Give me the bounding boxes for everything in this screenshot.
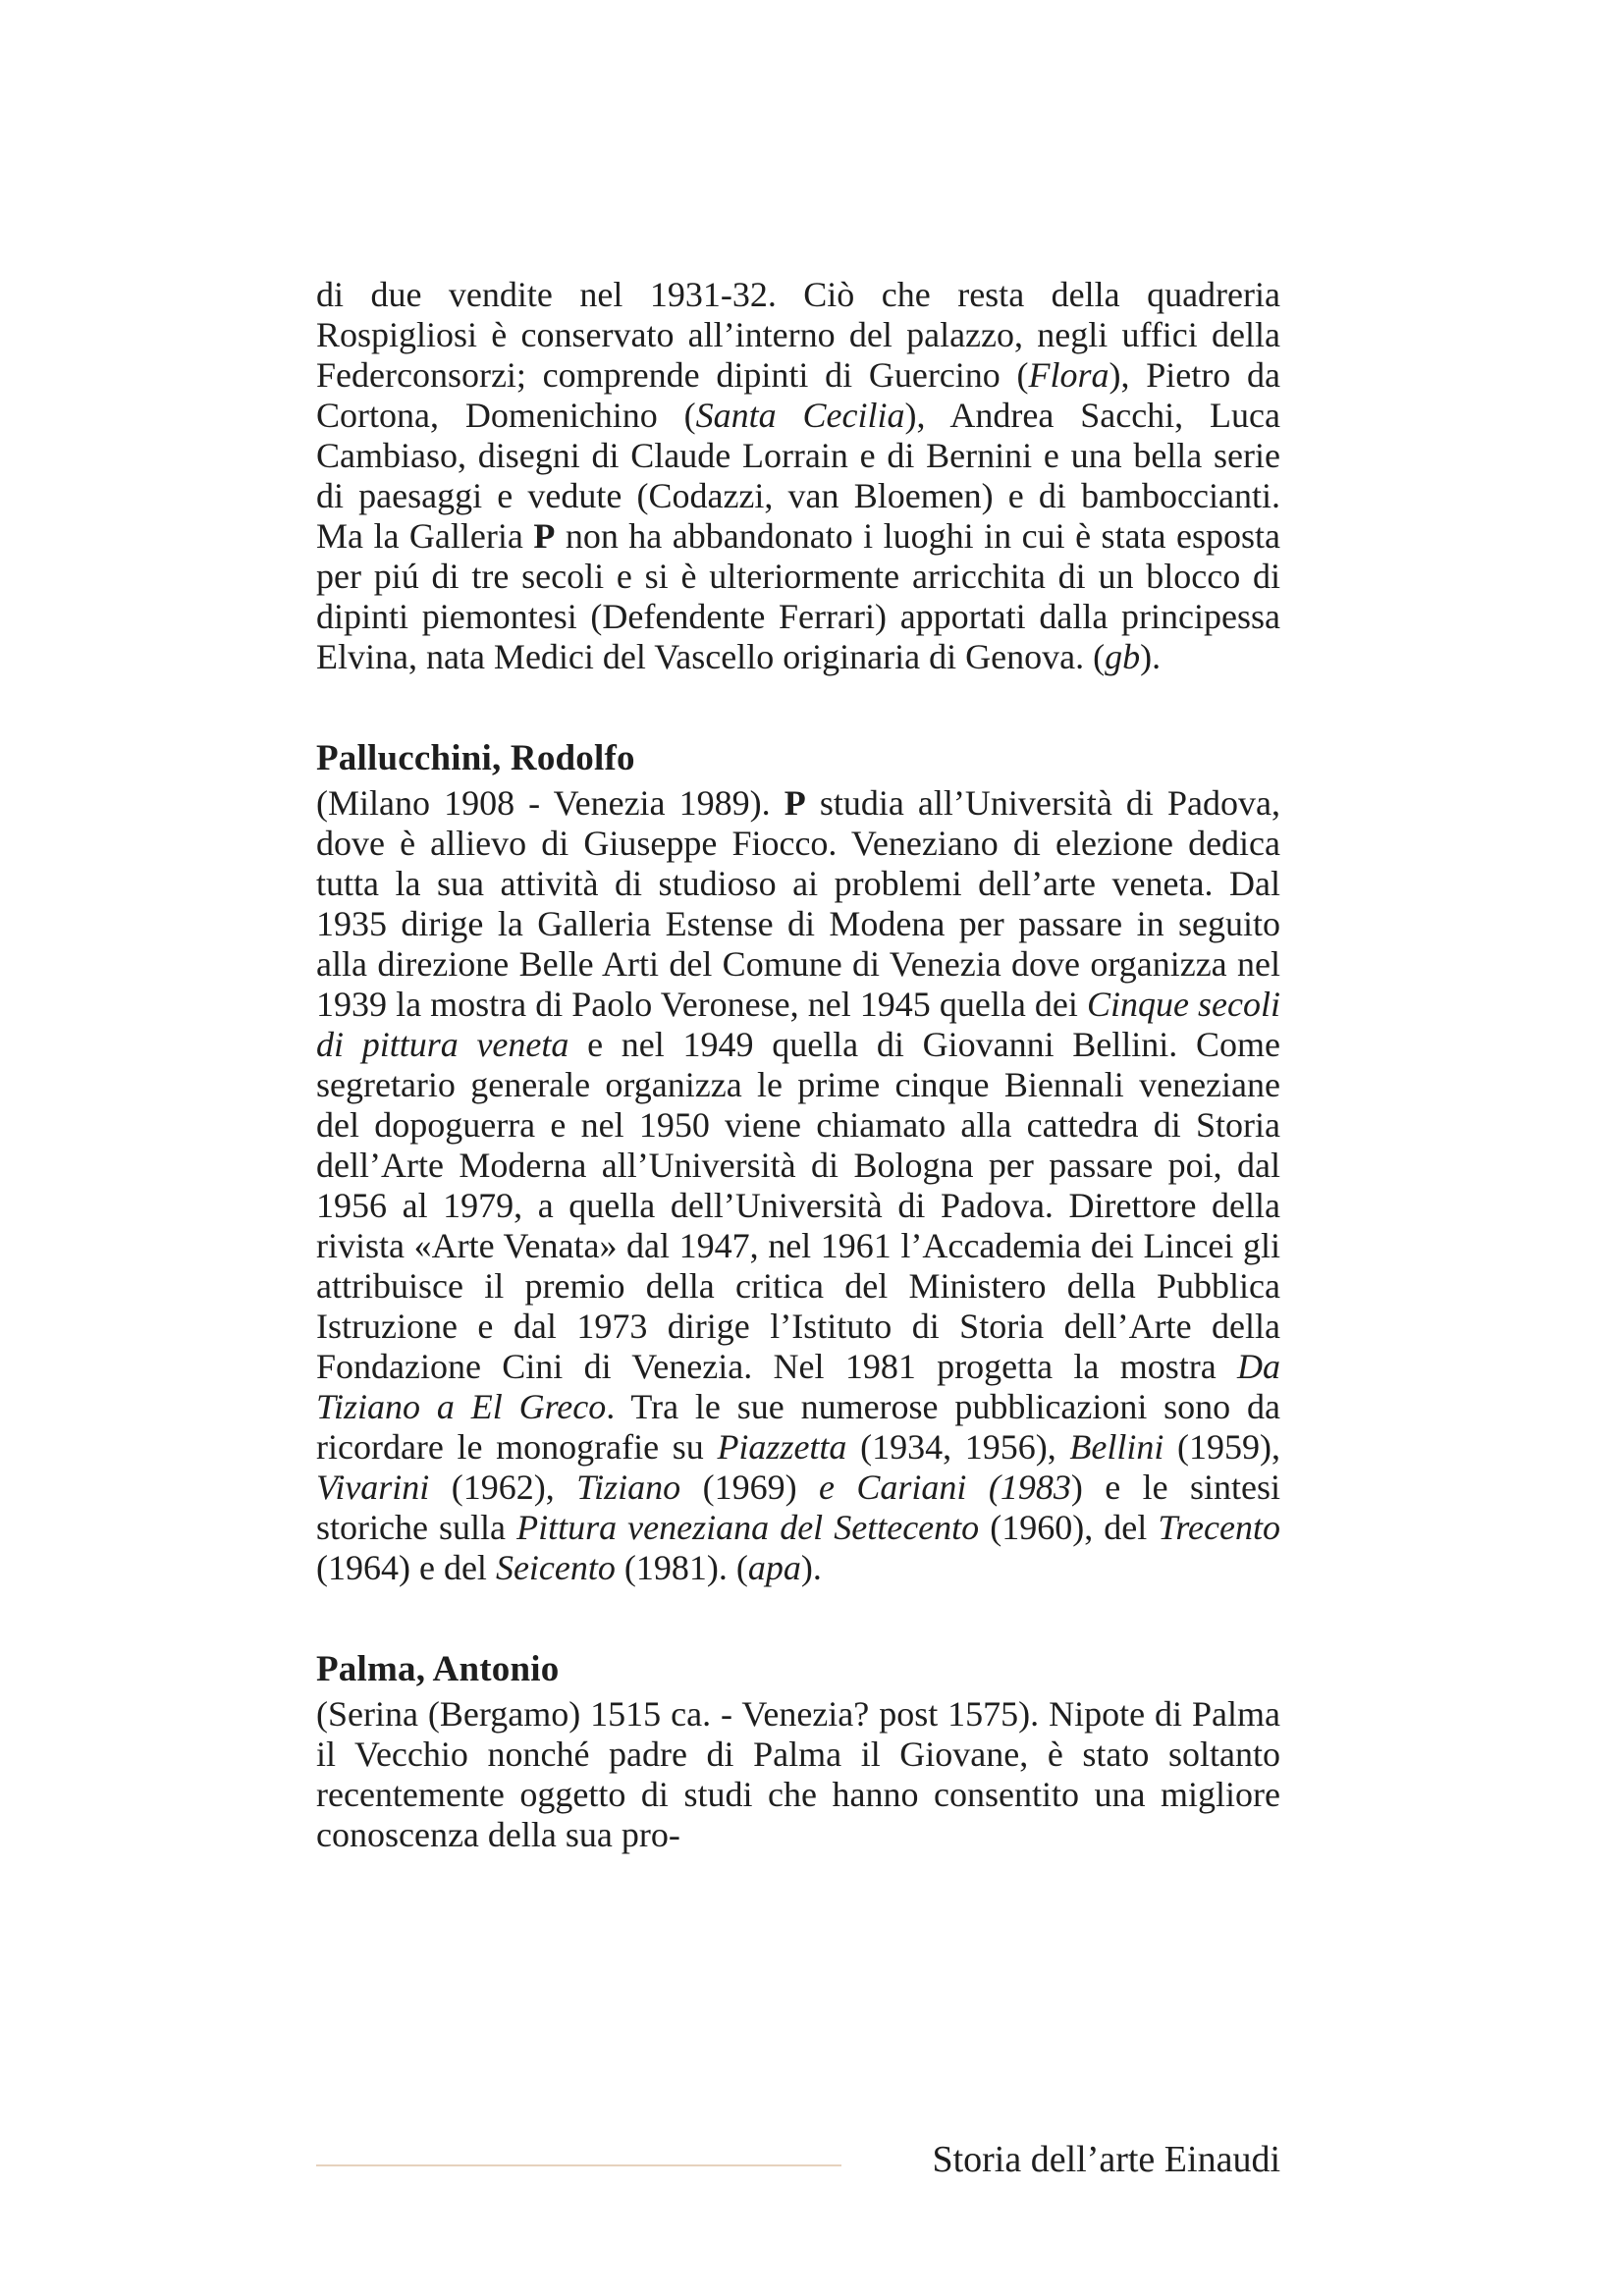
text-run: Piazzetta (717, 1427, 847, 1467)
text-run: ) e le sintesi storiche sulla (316, 1468, 1281, 1547)
text-run: (1934, 1956), (846, 1427, 1070, 1467)
text-run: e nel 1949 quella di Giovanni Bellini. Come segretario generale organizza le prime cinque Biennali veneziane del dopoguerra e nel 1950 viene chiamato alla cattedra di Storia dell’Arte Moderna all’Università di Bologna per passare poi, dal 1956 al 1979, a quella dell’Università di Padova. Direttore della rivista «Arte Venata» dal 1947, nel 1961 l’Accademia dei Lincei gli attribuisce il premio della critica del Ministero della Pubblica Istruzione e dal 1973 dirige l’Istituto di Storia dell’Arte della Fondazione Cini di Venezia. Nel 1981 progetta la mostra (316, 1025, 1280, 1386)
text-run: e Cariani (1983 (819, 1468, 1071, 1507)
text-run: (Milano 1908 - Venezia 1989). (316, 783, 784, 823)
text-run: ). (1140, 637, 1162, 676)
text-run: apa (747, 1548, 801, 1587)
text-run: Cinque secoli di pittura veneta (316, 985, 1280, 1064)
entry-0-body (316, 275, 1280, 677)
text-run: Da Tiziano a El Greco (316, 1347, 1280, 1426)
footer-title: Storia dell’arte Einaudi (932, 2139, 1280, 2180)
text-run: Santa Cecilia (695, 396, 905, 435)
text-run: (Serina (Bergamo) 1515 ca. - Venezia? post 1575). Nipote di Palma il Vecchio nonché padre di Palma il Giovane, è stato soltanto recentemente oggetto di studi che hanno consentito una migliore conoscenza della sua pro- (316, 1694, 1280, 1854)
text-run: ), Pietro da Cortona, Domenichino ( (316, 355, 1280, 435)
text-run: ), Andrea Sacchi, Luca Cambiaso, disegni di Claude Lorrain e di Bernini e una bella serie di paesaggi e vedute (Codazzi, van Bloemen) e di bamboccianti. Ma la Galleria (316, 396, 1280, 556)
text-run: di due vendite nel 1931-32. Ciò che resta della quadreria Rospigliosi è conservato all’interno del palazzo, negli uffici della Federconsorzi; comprende dipinti di Guercino ( (316, 275, 1280, 395)
text-run: . Tra le sue numerose pubblicazioni sono da ricordare le monografie su (316, 1387, 1280, 1467)
text-run: P (533, 516, 556, 556)
text-run: (1960), del (979, 1508, 1159, 1547)
entry-2-body (316, 1694, 1280, 1855)
entry-title-pallucchini: Pallucchini, Rodolfo (316, 738, 635, 778)
text-run: non ha abbandonato i luoghi in cui è stata esposta per piú di tre secoli e si è ulteriormente arricchita di un blocco di dipinti piemontesi (Defendente Ferrari) apportati dalla principessa Elvina, nata Medici del Vascello originaria di Genova. ( (316, 516, 1280, 676)
text-run: studia all’Università di Padova, dove è allievo di Giuseppe Fiocco. Veneziano di elezione dedica tutta la sua attività di studioso ai problemi dell’arte veneta. Dal 1935 dirige la Galleria Estense di Modena per passare in seguito alla direzione Belle Arti del Comune di Venezia dove organizza nel 1939 la mostra di Paolo Veronese, nel 1945 quella dei (316, 783, 1281, 1024)
text-run: Vivarini (316, 1468, 430, 1507)
entry-title-palma: Palma, Antonio (316, 1649, 560, 1689)
text-run: Tiziano (576, 1468, 681, 1507)
text-run: Flora (1028, 355, 1109, 395)
text-run: Trecento (1158, 1508, 1280, 1547)
page-text (316, 275, 1280, 1855)
text-run: (1962), (429, 1468, 577, 1507)
text-run: (1964) e del (316, 1548, 496, 1587)
text-run: (1981). ( (615, 1548, 748, 1587)
entry-1-body (316, 783, 1280, 1588)
text-run: Bellini (1069, 1427, 1164, 1467)
text-run: Seicento (495, 1548, 616, 1587)
text-run: P (784, 783, 806, 823)
text-run: gb (1105, 637, 1141, 676)
text-run: (1959), (1163, 1427, 1280, 1467)
footer-rule (316, 2164, 841, 2166)
text-run: ). (800, 1548, 822, 1587)
text-run: (1969) (680, 1468, 819, 1507)
text-run: Pittura veneziana del Settecento (516, 1508, 980, 1547)
